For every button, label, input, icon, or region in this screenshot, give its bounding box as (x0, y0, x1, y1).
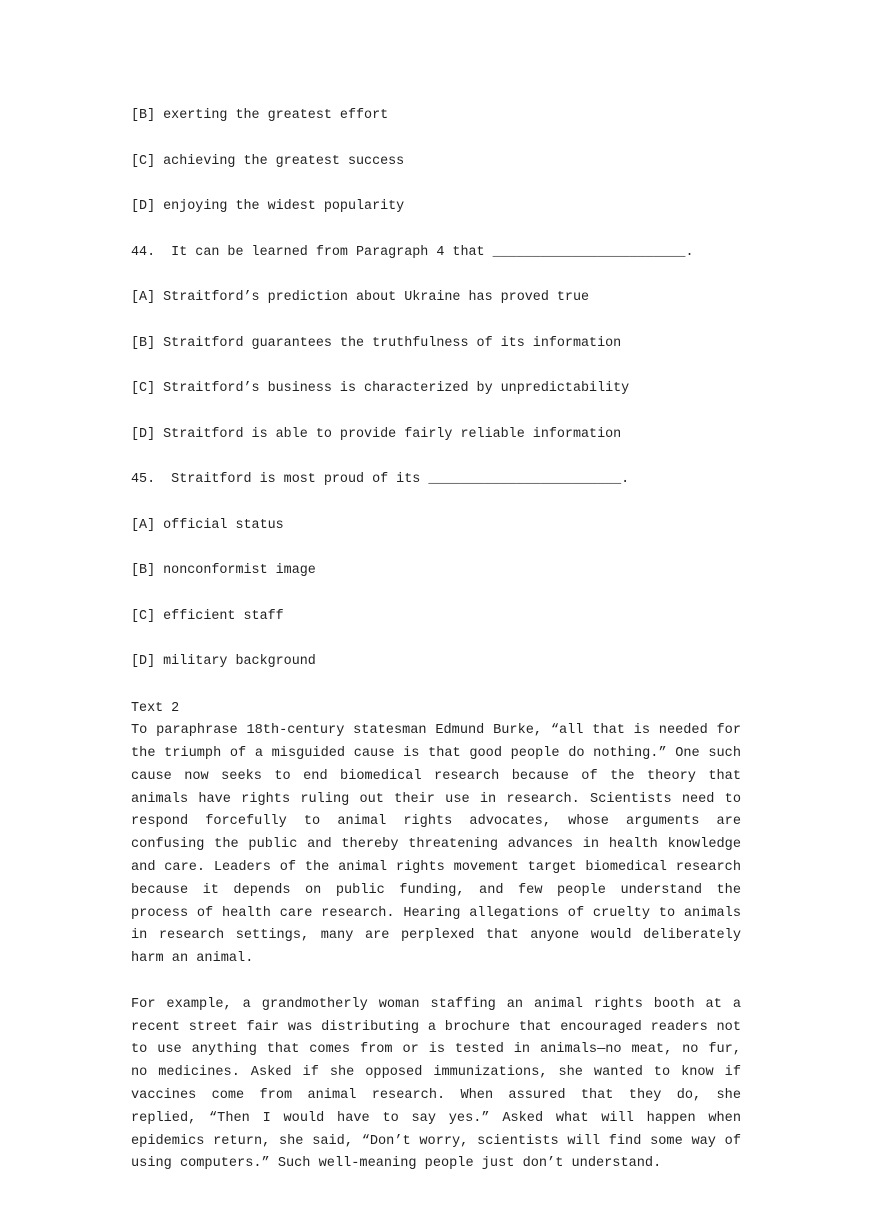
option-44-c: [C] Straitford’s business is characterized by unpredictability (131, 381, 630, 396)
text2-title: Text 2 (131, 700, 180, 716)
question-44: 44. It can be learned from Paragraph 4 that ________________________. (131, 244, 694, 260)
text2-paragraph: For example, a grandmotherly woman staffing an animal rights booth at a recent street fair was distributing a brochure that encouraged readers not to use anything that comes from or is tested in animals—no meat, no fur, no medicines. Asked if she opposed immunizations, she wanted to know if vaccines come from animal research. When assured that they do, she replied, “Then I would have to say yes.” Asked what will happen when epidemics return, she said, “Don’t worry, scientists will find some way of using computers.” Such well-meaning people just don’t understand. (131, 996, 741, 1172)
option-44-a: [A] Straitford’s prediction about Ukraine has proved true (131, 290, 590, 305)
option-43-b: [B] exerting the greatest effort (131, 108, 389, 123)
option-45-c: [C] efficient staff (131, 608, 284, 624)
option-45-d: [D] military background (131, 654, 316, 669)
document-page (131, 106, 741, 1176)
option-43-c: [C] achieving the greatest success (131, 153, 405, 169)
option-44-b: [B] Straitford guarantees the truthfulness of its information (131, 335, 622, 351)
option-44-d: [D] Straitford is able to provide fairly reliable information (131, 426, 622, 442)
question-45: 45. Straitford is most proud of its ________________________. (131, 472, 630, 487)
option-43-d: [D] enjoying the widest popularity (131, 199, 405, 214)
text2-paragraph: To paraphrase 18th-century statesman Edmund Burke, “all that is needed for the triumph of a misguided cause is that good people do nothing.” One such cause now seeks to end biomedical research because of the theory that animals have rights ruling out their use in research. Scientists need to respond forcefully to animal rights advocates, whose arguments are confusing the public and thereby threatening advances in health knowledge and care. Leaders of the animal rights movement target biomedical research because it depends on public funding, and few people understand the process of health care research. Hearing allegations of cruelty to animals in research settings, many are perplexed that anyone would deliberately harm an animal. (131, 723, 741, 967)
option-45-b: [B] nonconformist image (131, 563, 316, 578)
question-options (131, 106, 741, 698)
option-45-a: [A] official status (131, 517, 284, 533)
